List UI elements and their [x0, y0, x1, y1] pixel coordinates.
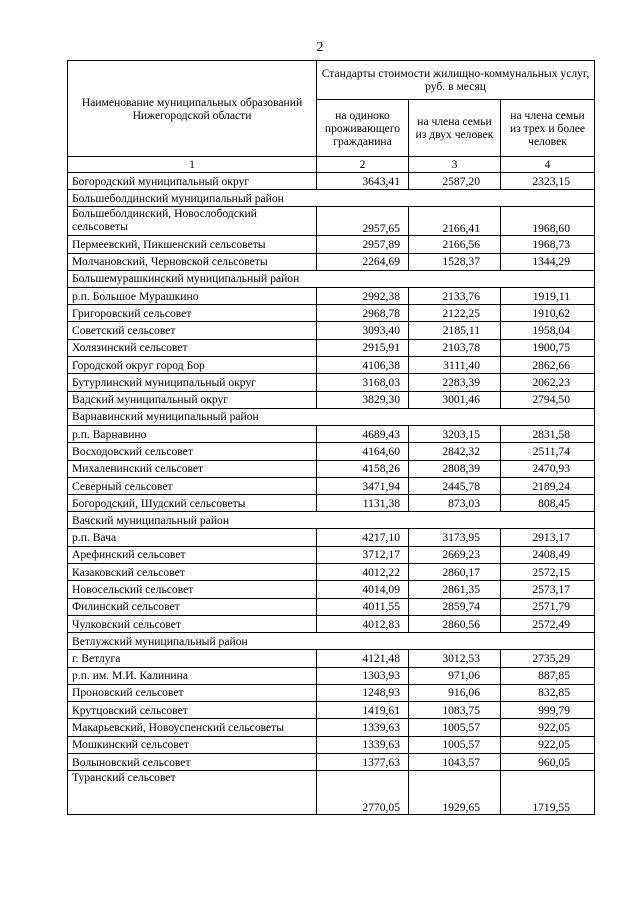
value-family-two: 3001,46: [409, 391, 501, 408]
value-family-three: 2862,66: [501, 357, 595, 374]
value-single: 4014,09: [317, 581, 409, 598]
header-family-of-two: на члена семьи из двух человек: [409, 100, 501, 157]
value-family-three: 1344,29: [501, 253, 595, 270]
value-single: 3471,94: [317, 477, 409, 494]
table-row: [68, 287, 595, 304]
value-family-three: 2062,23: [501, 374, 595, 391]
header-family-of-three: на члена семьи из трех и более человек: [501, 100, 595, 157]
municipality-name: Богородский, Шудский сельсоветы: [68, 495, 317, 512]
value-family-two: 2166,41: [409, 207, 501, 236]
value-family-two: 2861,35: [409, 581, 501, 598]
municipality-name: Волыновский сельсовет: [68, 754, 317, 771]
value-family-three: 1968,60: [501, 207, 595, 236]
value-family-three: 2831,58: [501, 425, 595, 442]
value-family-two: 2859,74: [409, 598, 501, 615]
value-family-two: 2669,23: [409, 546, 501, 563]
value-family-two: 971,06: [409, 667, 501, 684]
value-family-three: 922,05: [501, 719, 595, 736]
municipality-name: Северный сельсовет: [68, 477, 317, 494]
municipality-name: Григоровский сельсовет: [68, 305, 317, 322]
value-family-three: 1719,55: [501, 771, 595, 815]
section-row: [68, 633, 595, 650]
municipality-name: Проновский сельсовет: [68, 684, 317, 701]
value-family-three: 2571,79: [501, 598, 595, 615]
value-family-two: 2103,78: [409, 339, 501, 356]
value-family-two: 2842,32: [409, 443, 501, 460]
value-family-three: 960,05: [501, 754, 595, 771]
table-row: [68, 771, 595, 815]
value-family-three: 832,85: [501, 684, 595, 701]
value-family-three: 2913,17: [501, 529, 595, 546]
section-title: Ветлужский муниципальный район: [68, 633, 595, 650]
municipality-name: Советский сельсовет: [68, 322, 317, 339]
value-family-two: 3111,40: [409, 357, 501, 374]
value-single: 4011,55: [317, 598, 409, 615]
section-title: Большеболдинский муниципальный район: [68, 190, 595, 207]
value-family-three: 2572,49: [501, 615, 595, 632]
value-single: 1377,63: [317, 754, 409, 771]
value-single: 3643,41: [317, 173, 409, 190]
value-family-three: 1958,04: [501, 322, 595, 339]
municipality-name: Мошкинский сельсовет: [68, 736, 317, 753]
page-number: 2: [316, 40, 324, 55]
value-family-two: 2185,11: [409, 322, 501, 339]
municipality-name: Городской округ город Бор: [68, 357, 317, 374]
value-single: 2968,78: [317, 305, 409, 322]
municipality-name: Казаковский сельсовет: [68, 564, 317, 581]
value-family-three: 2189,24: [501, 477, 595, 494]
section-title: Вачский муниципальный район: [68, 512, 595, 529]
value-family-two: 2122,25: [409, 305, 501, 322]
value-family-three: 2794,50: [501, 391, 595, 408]
table-row: [68, 477, 595, 494]
value-family-three: 2511,74: [501, 443, 595, 460]
value-family-two: 1043,57: [409, 754, 501, 771]
table-row: [68, 754, 595, 771]
table-row: [68, 357, 595, 374]
header-index-2: 2: [317, 157, 409, 173]
value-single: 2770,05: [317, 771, 409, 815]
value-family-three: 1919,11: [501, 287, 595, 304]
value-family-three: 2572,15: [501, 564, 595, 581]
value-family-two: 2166,56: [409, 236, 501, 253]
table-row: [68, 564, 595, 581]
municipality-name: р.п. Вача: [68, 529, 317, 546]
value-single: 4106,38: [317, 357, 409, 374]
table-row: [68, 581, 595, 598]
value-family-two: 3203,15: [409, 425, 501, 442]
municipality-name: Филинский сельсовет: [68, 598, 317, 615]
value-single: 3168,03: [317, 374, 409, 391]
municipality-name: Арефинский сельсовет: [68, 546, 317, 563]
table-row: [68, 495, 595, 512]
value-family-three: 922,05: [501, 736, 595, 753]
value-single: 4164,60: [317, 443, 409, 460]
value-single: 4012,83: [317, 615, 409, 632]
municipality-name: Крутцовский сельсовет: [68, 702, 317, 719]
value-family-two: 1083,75: [409, 702, 501, 719]
value-family-two: 873,03: [409, 495, 501, 512]
table-row: [68, 667, 595, 684]
value-family-two: 2587,20: [409, 173, 501, 190]
table-row: [68, 460, 595, 477]
value-single: 2992,38: [317, 287, 409, 304]
section-row: [68, 190, 595, 207]
value-single: 1248,93: [317, 684, 409, 701]
municipality-name: Холязинский сельсовет: [68, 339, 317, 356]
table-row: [68, 236, 595, 253]
value-family-three: 1910,62: [501, 305, 595, 322]
value-single: 4158,26: [317, 460, 409, 477]
section-row: [68, 408, 595, 425]
value-single: 1419,61: [317, 702, 409, 719]
header-index-4: 4: [501, 157, 595, 173]
value-family-three: 2408,49: [501, 546, 595, 563]
municipality-name: Восходовский сельсовет: [68, 443, 317, 460]
value-single: 2915,91: [317, 339, 409, 356]
value-family-two: 3173,95: [409, 529, 501, 546]
value-family-two: 2445,78: [409, 477, 501, 494]
value-family-three: 1968,73: [501, 236, 595, 253]
municipality-name: Молчановский, Черновской сельсоветы: [68, 253, 317, 270]
municipality-name: Богородский муниципальный округ: [68, 173, 317, 190]
value-family-two: 1929,65: [409, 771, 501, 815]
value-single: 1339,63: [317, 736, 409, 753]
table-row: [68, 443, 595, 460]
value-family-two: 1528,37: [409, 253, 501, 270]
value-family-three: 2323,15: [501, 173, 595, 190]
value-family-two: 1005,57: [409, 719, 501, 736]
value-family-three: 999,79: [501, 702, 595, 719]
value-single: 2957,65: [317, 207, 409, 236]
value-family-three: 1900,75: [501, 339, 595, 356]
value-family-two: 2808,39: [409, 460, 501, 477]
value-single: 2957,89: [317, 236, 409, 253]
header-single-resident: на одиноко проживающего гражданина: [317, 100, 409, 157]
municipality-name: г. Ветлуга: [68, 650, 317, 667]
municipality-name: р.п. Варнавино: [68, 425, 317, 442]
municipality-name: Большеболдинский, Новослободский сельсоветы: [68, 207, 317, 236]
table-row: [68, 702, 595, 719]
value-family-two: 916,06: [409, 684, 501, 701]
value-single: 3093,40: [317, 322, 409, 339]
municipality-name: Вадский муниципальный округ: [68, 391, 317, 408]
value-family-two: 2133,76: [409, 287, 501, 304]
municipality-name: Пермеевский, Пикшенский сельсоветы: [68, 236, 317, 253]
table-row: [68, 425, 595, 442]
header-index-3: 3: [409, 157, 501, 173]
value-single: 3829,30: [317, 391, 409, 408]
table-row: [68, 322, 595, 339]
value-single: 3712,17: [317, 546, 409, 563]
municipality-name: Чулковский сельсовет: [68, 615, 317, 632]
value-family-two: 2860,17: [409, 564, 501, 581]
value-single: 4689,43: [317, 425, 409, 442]
value-single: 4217,10: [317, 529, 409, 546]
table-row: [68, 207, 595, 236]
table-row: [68, 529, 595, 546]
table-row: [68, 253, 595, 270]
municipality-name: Бутурлинский муниципальный округ: [68, 374, 317, 391]
section-title: Большемурашкинский муниципальный район: [68, 270, 595, 287]
value-family-three: 2735,29: [501, 650, 595, 667]
section-row: [68, 512, 595, 529]
value-family-three: 808,45: [501, 495, 595, 512]
value-family-two: 2860,56: [409, 615, 501, 632]
table-row: [68, 546, 595, 563]
value-family-three: 887,85: [501, 667, 595, 684]
value-single: 4012,22: [317, 564, 409, 581]
value-family-three: 2470,93: [501, 460, 595, 477]
value-single: 4121,48: [317, 650, 409, 667]
table-row: [68, 391, 595, 408]
table-row: [68, 374, 595, 391]
municipality-name: р.п. им. М.И. Калинина: [68, 667, 317, 684]
table-row: [68, 339, 595, 356]
municipality-name: Новосельский сельсовет: [68, 581, 317, 598]
municipality-name: Михаленинский сельсовет: [68, 460, 317, 477]
table-row: [68, 650, 595, 667]
value-single: 2264,69: [317, 253, 409, 270]
municipality-name: Макарьевский, Новоуспенский сельсоветы: [68, 719, 317, 736]
value-family-three: 2573,17: [501, 581, 595, 598]
section-title: Варнавинский муниципальный район: [68, 408, 595, 425]
header-index-1: 1: [68, 157, 317, 173]
municipality-name: р.п. Большое Мурашкино: [68, 287, 317, 304]
value-single: 1303,93: [317, 667, 409, 684]
table-row: [68, 173, 595, 190]
header-name-column: Наименование муниципальных образований Нижегородской области: [68, 61, 317, 157]
table-row: [68, 615, 595, 632]
value-single: 1339,63: [317, 719, 409, 736]
table-row: [68, 736, 595, 753]
table-body: [68, 173, 595, 815]
header-standards-group: Стандарты стоимости жилищно-коммунальных услуг, руб. в месяц: [317, 61, 595, 100]
section-row: [68, 270, 595, 287]
value-single: 1131,38: [317, 495, 409, 512]
table-row: [68, 719, 595, 736]
table-row: [68, 305, 595, 322]
value-family-two: 1005,57: [409, 736, 501, 753]
value-family-two: 2283,39: [409, 374, 501, 391]
table-row: [68, 598, 595, 615]
value-family-two: 3012,53: [409, 650, 501, 667]
municipality-name: Туранский сельсовет: [68, 771, 317, 815]
housing-cost-table: [67, 60, 595, 815]
table-row: [68, 684, 595, 701]
